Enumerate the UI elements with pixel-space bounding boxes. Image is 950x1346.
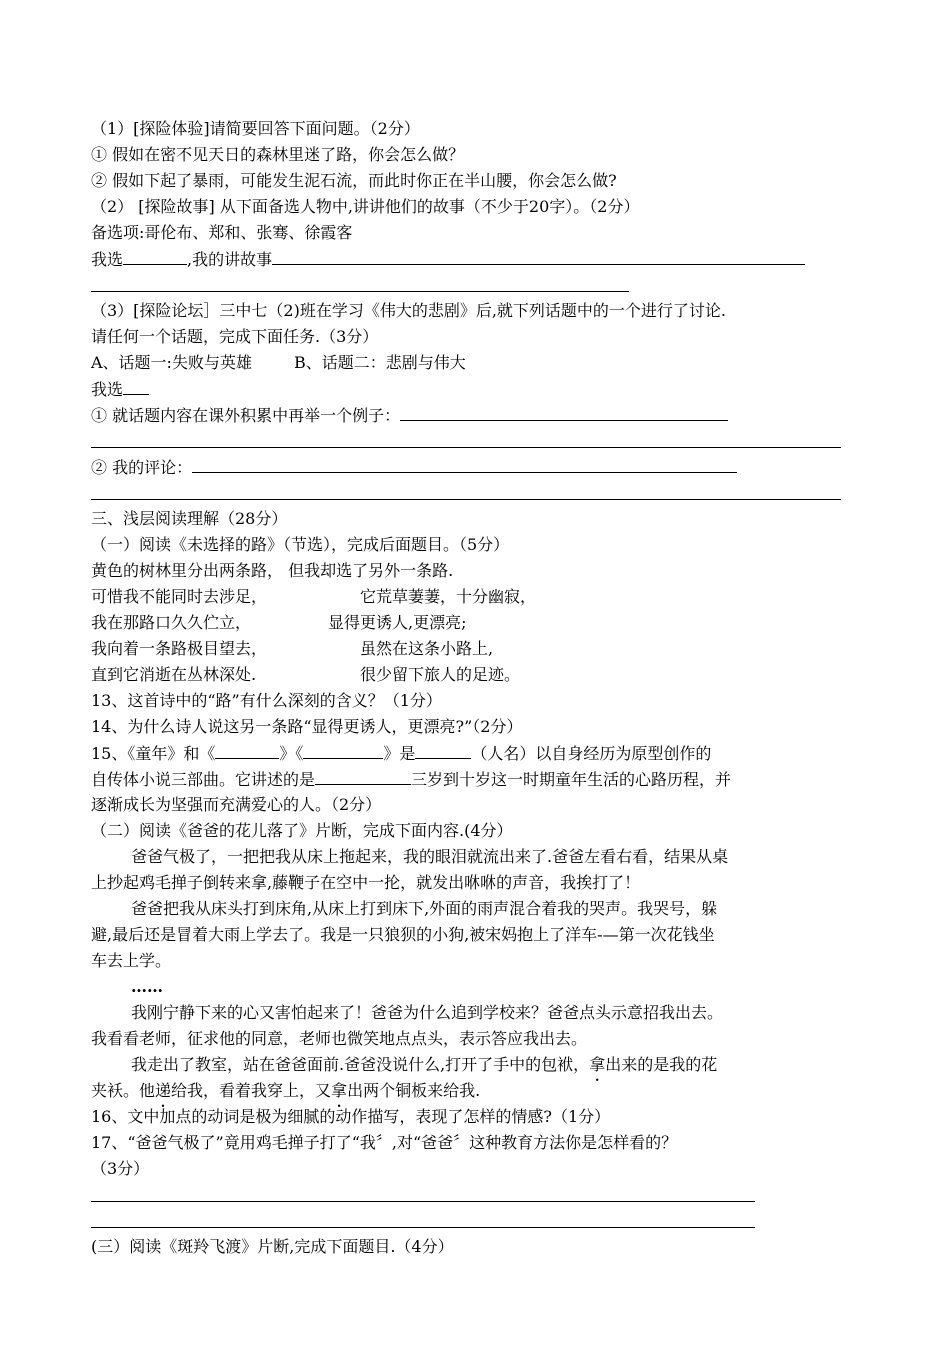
passage-paragraph: 避,最后还是冒着大雨上学去了。我是一只狼狈的小狗,被宋妈抱上了洋车-—第一次花钱坐: [91, 925, 715, 944]
dotted-verb: 递: [155, 1081, 172, 1100]
answer-line-17-1[interactable]: [91, 1182, 861, 1208]
topic-a: A、话题一:失败与英雄: [91, 353, 252, 372]
passage-paragraph: 车去上学。: [91, 951, 172, 970]
question-1: （1）[探险体验]请简要回答下面问题。（2分）: [91, 119, 420, 138]
question-14: 14、为什么诗人说这另一条路“显得更诱人，更漂亮?”（2分）: [91, 717, 523, 736]
question-15-line-3: 逐渐成长为坚强而充满爱心的人。（2分）: [91, 795, 382, 814]
answer-line-story-2[interactable]: [91, 272, 861, 298]
answer-blank-book-3[interactable]: [303, 740, 383, 759]
question-3-pick: [91, 376, 861, 402]
exam-page: [91, 116, 861, 1260]
question-3-a: （3）[探险论坛］三中七（2)班在学习《伟大的悲剧》后,就下列话题中的一个进行了讨论.: [91, 301, 727, 320]
answer-line-17-2[interactable]: [91, 1208, 861, 1234]
reading-1-heading: （一）阅读《未选择的路》（节选），完成后面题目。（5分）: [91, 535, 510, 554]
answer-blank-author[interactable]: [415, 740, 471, 759]
question-3-topics: [91, 350, 861, 376]
answer-blank-protagonist[interactable]: [315, 766, 411, 785]
question-2-options: 备选项:哥伦布、郑和、张骞、徐霞客: [91, 223, 353, 242]
passage-paragraph: 我走出了教室，站在爸爸面前.爸爸没说什么,打开了手中的包袱，拿出来的是我的花: [131, 1055, 718, 1074]
poem-line: 黄色的树林里分出两条路， 但我却选了另外一条路.: [91, 561, 454, 580]
question-1-a: ① 假如在密不见天日的森林里迷了路，你会怎么做？: [91, 145, 465, 164]
question-2-answer-line: [91, 246, 861, 272]
answer-line-example-2[interactable]: [91, 428, 861, 454]
question-3-b: 请任何一个话题，完成下面任务.（3分）: [91, 327, 379, 346]
answer-blank-example[interactable]: [400, 402, 728, 421]
question-2-pick-label: 我选: [91, 250, 124, 269]
question-17-b: （3分）: [91, 1159, 150, 1178]
dotted-verb: 拿: [589, 1055, 606, 1074]
passage-ellipsis: ……: [131, 977, 163, 996]
poem-line: 我在那路口久久伫立， 显得更诱人,更漂亮;: [91, 613, 467, 632]
question-3-pick-label: 我选: [91, 380, 124, 399]
poem-line: 直到它消逝在丛林深处. 很少留下旅人的足迹。: [91, 665, 521, 684]
question-3-example: [91, 402, 861, 428]
reading-2-heading: （二）阅读《爸爸的花儿落了》片断，完成下面内容.(4分）: [91, 821, 513, 840]
question-3-example-label: ① 就话题内容在课外积累中再举一个例子：: [91, 406, 401, 425]
question-15-line-2: 自传体小说三部曲。它讲述的是 三岁到十岁这一时期童年生活的心路历程，并: [91, 766, 861, 792]
passage-paragraph: 夹袄。他递给我，看着我穿上，又拿出两个铜板来给我.: [91, 1081, 481, 1100]
topic-b: B、话题二：悲剧与伟大: [293, 353, 466, 372]
answer-blank-book-2[interactable]: [215, 740, 279, 759]
question-2: （2） [探险故事] 从下面备选人物中,讲讲他们的故事（不少于20字）。（2分）: [91, 197, 640, 216]
answer-blank-comment[interactable]: [192, 454, 737, 473]
question-3-comment: [91, 454, 861, 480]
question-2-story-label: ,我的讲故事: [187, 250, 273, 269]
passage-paragraph: 我刚宁静下来的心又害怕起来了！爸爸为什么追到学校来？爸爸点头示意招我出去。: [131, 1003, 724, 1022]
question-3-comment-label: ② 我的评论：: [91, 458, 193, 477]
section-3-heading: 三、浅层阅读理解（28分）: [91, 509, 288, 528]
question-15-line-1: 15、《童年》和《 》《 》是 （人名）以自身经历为原型创作的: [91, 740, 861, 766]
passage-paragraph: 我看看老师，征求他的同意，老师也微笑地点点头，表示答应我出去。: [91, 1029, 588, 1048]
passage-paragraph: 爸爸把我从床头打到床角,从床上打到床下,外面的雨声混合着我的哭声。我哭号，躲: [131, 899, 718, 918]
question-16: 16、文中加点的动词是极为细腻的动作描写，表现了怎样的情感?（1分）: [91, 1107, 611, 1126]
dotted-verb: 拿: [331, 1081, 348, 1100]
poem-line: 可惜我不能同时去涉足， 它荒草萋萋，十分幽寂，: [91, 587, 537, 606]
passage-paragraph: 爸爸气极了，一把把我从床上拖起来，我的眼泪就流出来了.爸爸左看右看，结果从桌: [131, 847, 729, 866]
poem-line: 我向着一条路极目望去， 虽然在这条小路上,: [91, 639, 494, 658]
answer-blank-story[interactable]: [272, 246, 805, 265]
answer-blank-choice[interactable]: [123, 246, 187, 265]
question-13: 13、这首诗中的“路”有什么深刻的含义？（1分）: [91, 691, 442, 710]
question-17-a: 17、“爸爸气极了”竟用鸡毛掸子打了“我〞,对“爸爸〞这种教育方法你是怎样看的？: [91, 1133, 678, 1152]
passage-paragraph: 上抄起鸡毛掸子倒转来拿,藤鞭子在空中一抡，就发出咻咻的声音，我挨打了！: [91, 873, 641, 892]
answer-line-comment-2[interactable]: [91, 480, 861, 506]
reading-3-heading: (三）阅读《斑羚飞渡》片断,完成下面题目.（4分）: [91, 1237, 454, 1256]
question-1-b: ② 假如下起了暴雨，可能发生泥石流，而此时你正在半山腰，你会怎么做?: [91, 171, 617, 190]
answer-blank-topic[interactable]: [123, 376, 149, 395]
